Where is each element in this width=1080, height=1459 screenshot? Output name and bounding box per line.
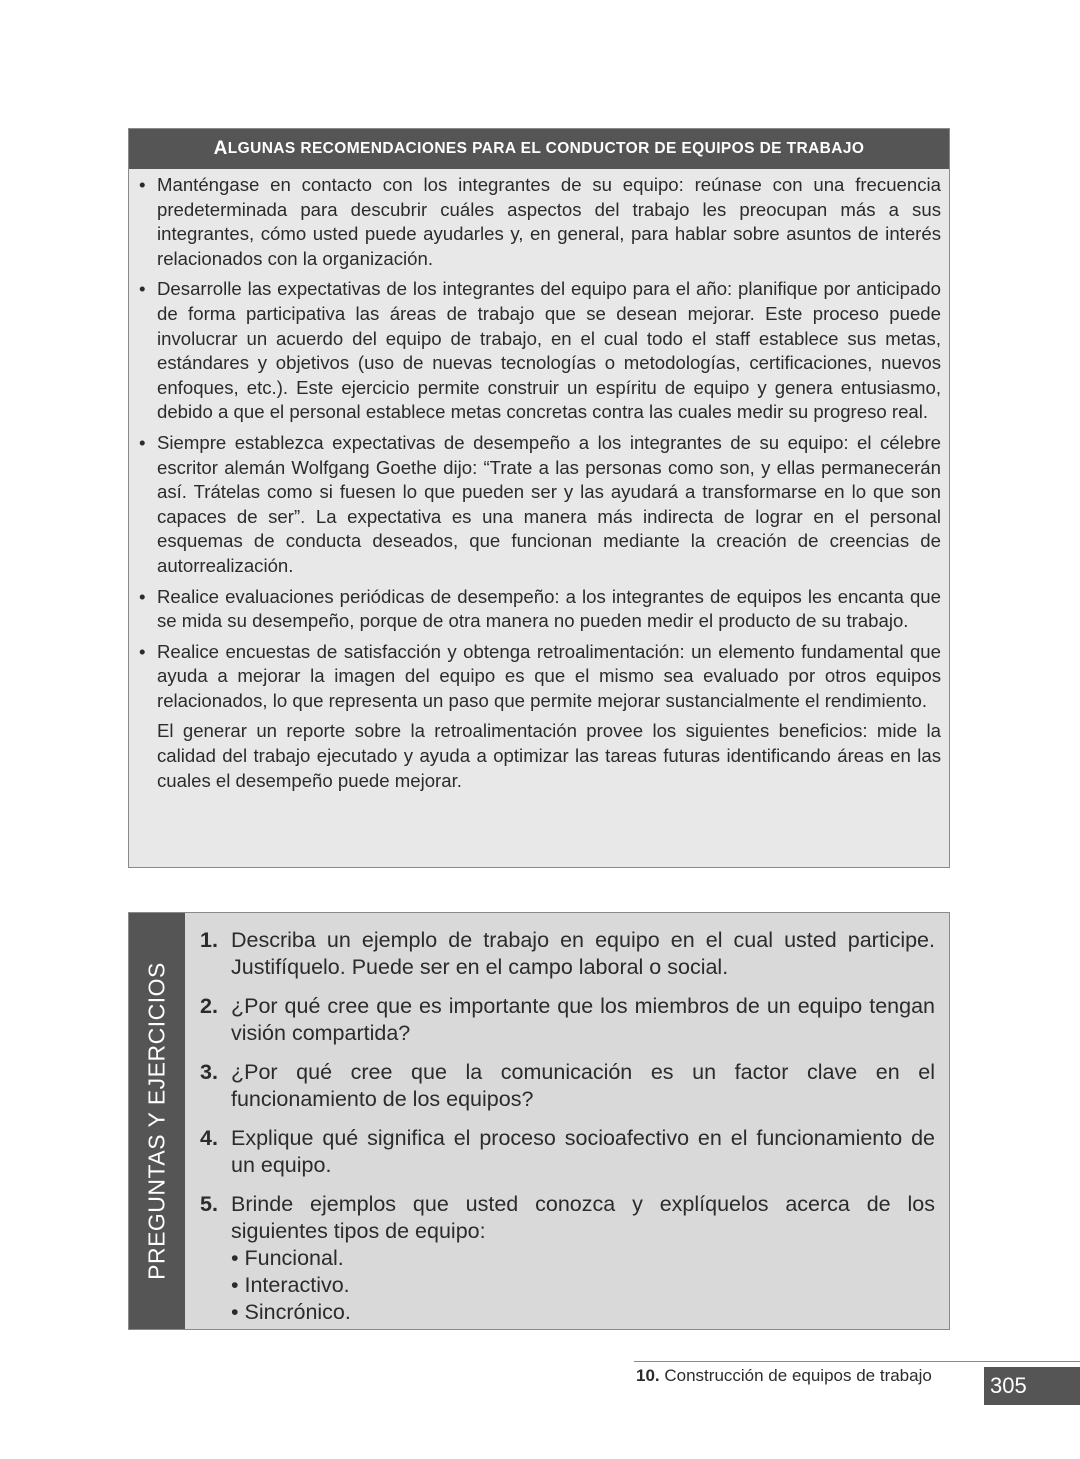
team-types-list bbox=[231, 1245, 935, 1326]
chapter-title: Construcción de equipos de trabajo bbox=[664, 1366, 932, 1385]
question-text: ¿Por qué cree que la comunicación es un factor clave en el funcionamiento de los equipos? bbox=[231, 1060, 935, 1111]
team-type-item: • Sincrónico. bbox=[231, 1300, 351, 1324]
footer-chapter bbox=[636, 1366, 932, 1386]
list-item bbox=[139, 173, 941, 271]
question-text: ¿Por qué cree que es importante que los miembros de un equipo tengan visión compartida? bbox=[231, 994, 935, 1045]
header-first-letter: A bbox=[213, 138, 228, 159]
questions-side-panel bbox=[129, 913, 185, 1329]
closing-paragraph: El generar un reporte sobre la retroalimentación provee los siguientes beneficios: mide la calidad del trabajo ejecutado y ayuda a optimizar las tareas futuras identificando áreas en las cuales el desempeño puede mejorar. bbox=[157, 720, 941, 791]
list-item bbox=[139, 277, 941, 425]
list-item-text: Realice evaluaciones periódicas de desempeño: a los integrantes de equipos les encanta que se mida su desempeño, porque de otra manera no pueden medir el producto de su trabajo. bbox=[157, 585, 941, 632]
chapter-number: 10. bbox=[636, 1366, 660, 1385]
bullet: • bbox=[139, 174, 146, 195]
questions-list bbox=[185, 913, 949, 1329]
question-text: Describa un ejemplo de trabajo en equipo en el cual usted participe. Justifíquelo. Puede ser en el campo laboral o social. bbox=[231, 928, 935, 979]
recommendations-list bbox=[129, 169, 949, 713]
recommendations-box bbox=[128, 128, 950, 868]
question-number: 5. bbox=[200, 1192, 218, 1216]
question-number: 2. bbox=[200, 994, 218, 1018]
question-item bbox=[200, 993, 935, 1047]
list-item bbox=[139, 640, 941, 714]
question-item bbox=[200, 1125, 935, 1179]
recommendations-header bbox=[129, 129, 949, 169]
question-number: 4. bbox=[200, 1126, 218, 1150]
list-item-text: Realice encuestas de satisfacción y obtenga retroalimentación: un elemento fundamental que ayuda a mejorar la imagen del equipo es que el mismo sea evaluado por otros equipos relacionados, lo que representa un paso que permite mejorar sustancialmente el rendimiento. bbox=[157, 640, 941, 711]
list-item bbox=[139, 585, 941, 634]
list-item-text: Siempre establezca expectativas de desempeño a los integrantes de su equipo: el célebre escritor alemán Wolfgang Goethe dijo: “Trate a las personas como son, y ellas permanecerán así. Trátelas como si fuesen lo que pueden ser y las ayudará a transformarse en lo que son capaces de ser”. La expectativa es una manera más indirecta de lograr en el personal esquemas de conducta deseados, que funcionan mediante la creación de creencias de autorrealización. bbox=[157, 431, 941, 576]
questions-box bbox=[128, 912, 950, 1330]
header-rest: LGUNAS RECOMENDACIONES PARA EL CONDUCTOR DE EQUIPOS DE TRABAJO bbox=[227, 140, 865, 157]
list-item-text: Desarrolle las expectativas de los integrantes del equipo para el año: planifique por anticipado de forma participativa las áreas de trabajo que se desean mejorar. Este proceso puede involucrar un acuerdo del equipo de trabajo, en el cual todo el staff establece sus metas, estándares y objetivos (uso de nuevas tecnologías o metodologías, certificaciones, nuevos enfoques, etc.). Este ejercicio permite construir un espíritu de equipo y genera entusiasmo, debido a que el personal establece metas concretas contra las cuales medir su progreso real. bbox=[157, 278, 941, 423]
bullet: • bbox=[139, 640, 146, 662]
question-text: Brinde ejemplos que usted conozca y explíquelos acerca de los siguientes tipos de equipo: bbox=[231, 1192, 935, 1243]
footer-divider bbox=[634, 1361, 1080, 1362]
list-item-text: Manténgase en contacto con los integrantes de su equipo: reúnase con una frecuencia predeterminada para descubrir cuáles aspectos del trabajo les preocupan más a sus integrantes, cómo usted puede ayudarles y, en general, para hablar sobre asuntos de interés relacionados con la organización. bbox=[157, 174, 941, 269]
list-item bbox=[139, 431, 941, 579]
question-item bbox=[200, 1191, 935, 1326]
question-number: 3. bbox=[200, 1060, 218, 1084]
bullet: • bbox=[139, 431, 146, 453]
question-number: 1. bbox=[200, 928, 218, 952]
question-item bbox=[200, 1059, 935, 1113]
team-type-item: • Interactivo. bbox=[231, 1273, 350, 1297]
bullet: • bbox=[139, 278, 146, 300]
questions-side-label: PREGUNTAS Y EJERCICIOS bbox=[143, 962, 170, 1280]
team-type-item: • Funcional. bbox=[231, 1246, 344, 1270]
bullet: • bbox=[139, 585, 146, 607]
page-number: 305 bbox=[984, 1367, 1080, 1405]
question-text: Explique qué significa el proceso socioafectivo en el funcionamiento de un equipo. bbox=[231, 1126, 935, 1177]
question-item bbox=[200, 927, 935, 981]
